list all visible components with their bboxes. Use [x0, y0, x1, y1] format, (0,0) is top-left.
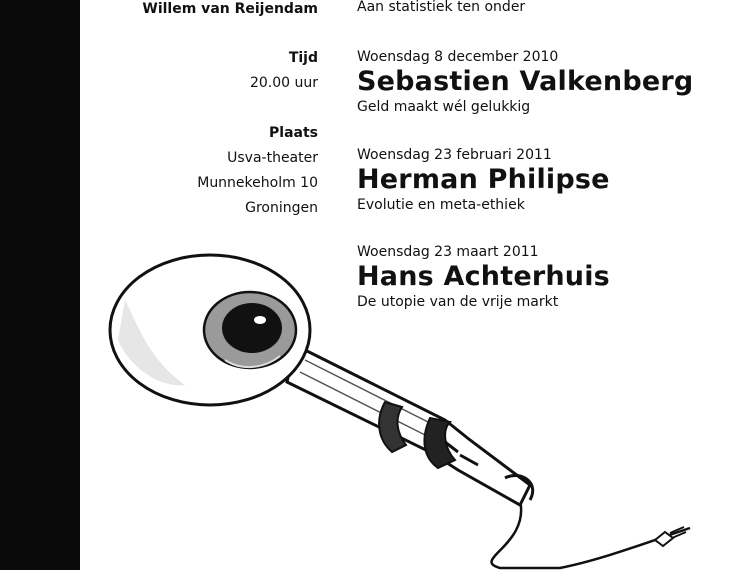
- place-line: Usva-theater: [227, 150, 318, 166]
- pupil-highlight: [254, 316, 266, 324]
- time-label: Tijd: [288, 50, 318, 66]
- event-speaker: Sebastien Valkenberg: [357, 66, 694, 97]
- place-line: Groningen: [245, 200, 318, 216]
- event-topic: De utopie van de vrije markt: [357, 294, 559, 310]
- event-item: [357, 146, 610, 214]
- event-item: [357, 0, 525, 16]
- organizer-name: Willem van Reijendam: [142, 1, 318, 17]
- event-date: Woensdag 23 maart 2011: [357, 244, 539, 260]
- eyeball-microphone-illustration: [0, 250, 747, 570]
- time-value: 20.00 uur: [249, 75, 318, 91]
- time-block: [100, 46, 318, 96]
- event-item: [357, 48, 693, 116]
- cable-line: [492, 500, 690, 568]
- event-topic: Aan statistiek ten onder: [357, 0, 526, 15]
- event-date: Woensdag 8 december 2010: [357, 49, 559, 65]
- event-topic: Evolutie en meta-ethiek: [357, 197, 525, 213]
- place-block: [100, 121, 318, 221]
- place-line: Munnekeholm 10: [197, 175, 318, 191]
- pupil: [222, 303, 282, 353]
- event-speaker: Hans Achterhuis: [357, 261, 610, 292]
- event-date: Woensdag 23 februari 2011: [357, 147, 552, 163]
- event-topic: Geld maakt wél gelukkig: [357, 99, 531, 115]
- place-label: Plaats: [269, 125, 318, 141]
- event-speaker: Herman Philipse: [357, 164, 610, 195]
- organizer-block: [100, 0, 318, 22]
